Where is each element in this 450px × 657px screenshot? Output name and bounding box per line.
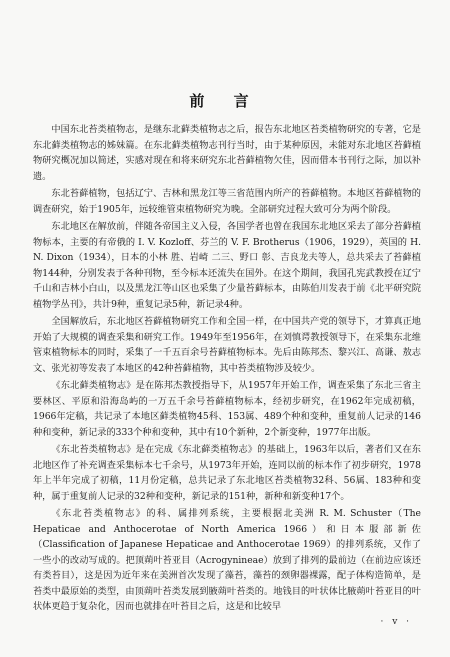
paragraph: 《东北苔类植物志》的科、属排列系统，主要根据北美洲 R. M. Schuster（The Hepaticae and Anthocerotae of North America 1966）和日本服部新佐（Classification of Japanese Hepaticae and Anthocerotae 1969）的排列系统，又作了一些小的改动写成的。把顶蒴叶苔亚目（Acrogynineae）放到了排列的最前边（在前边应该还有类苔目），这是因为近年来在美洲首次发现了藻苔，藻苔的颈卵器裸露，配子体构造简单，是苔类中最原始的类型，由顶蒴叶苔类发展到腋蒴叶苔类的。地钱目的叶状体比腋蒴叶苔亚目的叶状体更趋于复杂化，因而也就排在叶苔目之后，这是和比较早 [33, 508, 421, 612]
paragraph: 中国东北苔类植物志，是继东北藓类植物志之后，报告东北地区苔类植物研究的专著，它是东北藓类植物志的姊妹篇。在东北藓类植物志刊行当时，由于某种原因，未能对东北地区苔藓植物研究概况加以简述，实感对现在和将来研究东北苔藓植物欠佳，因而借本书刊行之际，加以补遗。 [33, 124, 421, 182]
paragraph: 东北地区在解放前，伴随各帝国主义入侵，各国学者也曾在我国东北地区采去了部分苔藓植物标本，主要的有帝俄的 I. V. Kozloff、芬兰的 V. F. Brotherus（1906，1929），英国的 H. N. Dixon（1934），日本的小林 胜、岩崎 二三、野口 彰、吉良龙夫等人，总共采去了苔藓植物144种，分别发表于各种刊物，至今标本还流失在国外。在这个期间，我国孔宪武教授在辽宁千山和吉林小白山，以及黑龙江等山区也采集了少量苔藓标本，由陈伯川发表于前《北平研究院植物学丛刊》，共计9种，重复记录5种，新记录4种。 [33, 221, 421, 310]
paragraph: 《东北苔类植物志》是在完成《东北藓类植物志》的基础上，1963年以后，著者们又在东北地区作了补充调查采集标本七千余号，从1973年开始，连同以前的标本作了初步研究，1978年上半年完成了初稿，11月份定稿，总共记录了东北地区苔类植物32科、56属、183种和变种，属于重复前人记录的32种和变种，新记录的151种，新种和新变种17个。 [33, 444, 421, 502]
page-number: · v · [380, 617, 412, 627]
page-title: 前 言 [189, 92, 261, 110]
preface-body [33, 122, 421, 615]
paragraph: 东北苔藓植物，包括辽宁、吉林和黑龙江等三省范围内所产的苔藓植物。本地区苔藓植物的调查研究，始于1905年，远较维管束植物研究为晚。全部研究过程大致可分为两个阶段。 [33, 188, 421, 215]
paragraph: 全国解放后，东北地区苔藓植物研究工作和全国一样，在中国共产党的领导下，才算真正地开始了大规模的调查采集和研究工作。1949年至1956年，在刘慎谔教授领导下，在采集东北维管束植物标本的同时，采集了一千五百余号苔藓植物标本。先后由陈邦杰、黎兴江、高谦、敖志文、张光初等发表了本地区的42种苔藓植物，其中苔类植物涉及较少。 [33, 316, 421, 374]
paragraph: 《东北藓类植物志》是在陈邦杰教授指导下，从1957年开始工作，调查采集了东北三省主要林区、平原和沿海岛屿的一万五千余号苔藓植物标本，经初步研究，在1962年完成初稿，1966年定稿，共记录了本地区藓类植物45科、153属、489个种和变种，重复前人记录的146种和变种，新记录的333个种和变种，其中有10个新种，2个新变种，1977年出版。 [33, 380, 421, 438]
